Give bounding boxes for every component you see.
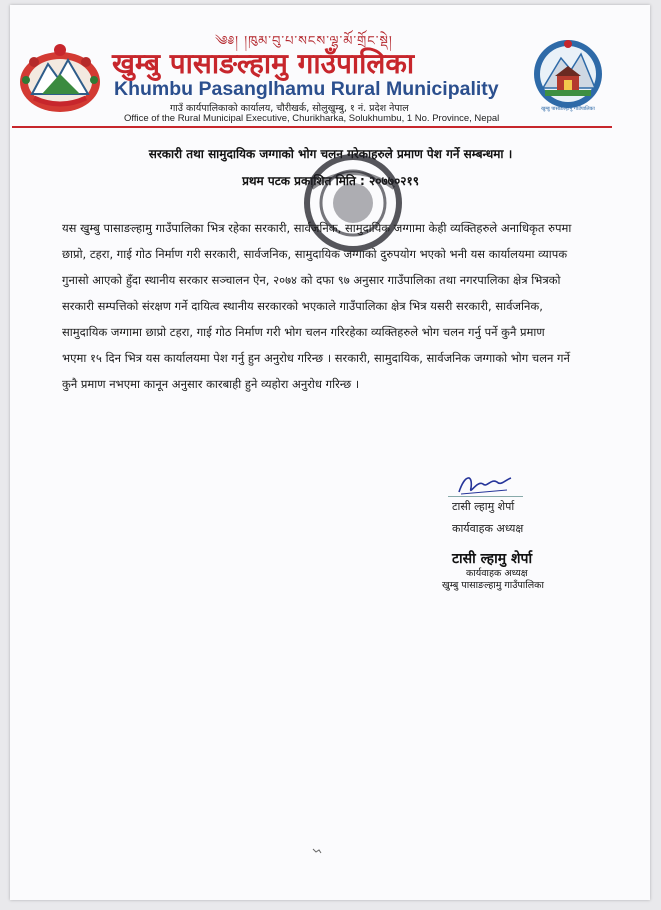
office-address-nepali: गाउँ कार्यपालिकाको कार्यालय, चौरीखर्क, सोलुखुम्बु, १ नं. प्रदेश नेपाल [170, 103, 409, 114]
signatory-role: कार्यवाहक अध्यक्ष [452, 522, 524, 535]
municipality-title-english: Khumbu Pasanglhamu Rural Municipality [114, 78, 499, 100]
municipality-logo-icon [531, 36, 605, 118]
tibetan-header-line: ༄༅། །ཁུམ་བུ་པ་སངས་ལྷ་མོ་གྲོང་སྡེ། [215, 34, 393, 49]
notice-body [62, 215, 572, 397]
header-divider [12, 126, 612, 128]
logo-caption: खुम्बु पासाङल्हामु गाउँपालिका [541, 106, 595, 112]
office-address-english: Office of the Rural Municipal Executive, Churikharka, Solukhumbu, 1 No. Province, Nepal [124, 113, 500, 124]
paper-speck [312, 847, 322, 855]
notice-body-text: यस खुम्बु पासाङल्हामु गाउँपालिका भित्र रहेका सरकारी, सार्वजनिक, सामुदायिक जग्गामा केही व्यक्तिहरुले अनाधिकृत रुपमा छाप्रो, टहरा, गाई गोठ निर्माण गरी सरकारी, सार्वजनिक, सामुदायिक जग्गाको दुरुपयोग भएको भनी यस कार्यालयमा व्यापक गुनासो आएको हुँदा स्थानीय सरकार सञ्चालन ऐन, २०७४ को दफा ९७ अनुसार गाउँपालिका तथा नगरपालिका क्षेत्र भित्रको सरकारी सम्पत्तिको संरक्षण गर्ने दायित्व स्थानीय सरकारको भएकाले गाउँपालिका क्षेत्र भित्र यसरी सरकारी, सार्वजनिक, सामुदायिक जग्गामा छाप्रो टहरा, गाई गोठ निर्माण गरी भोग चलन गरिरहेका व्यक्तिहरुले भोग चलन गर्नु पर्ने कुनै प्रमाण भएमा १५ दिन भित्र यस कार्यालयमा पेश गर्नु हुन अनुरोध गरिन्छ । सरकारी, सामुदायिक, सार्वजनिक जग्गाको भोग चलन गर्ने कुनै प्रमाण नभएमा कानून अनुसार कारबाही हुने व्यहोरा अनुरोध गरिन्छ । [62, 221, 572, 391]
seal-organization: खुम्बु पासाङल्हामु गाउँपालिका [442, 580, 544, 591]
publication-date-label: प्रथम पटक प्रकाशित मिति : [242, 174, 365, 188]
publication-date-value: २०७७०२१९ [369, 174, 419, 188]
signature-line [448, 496, 523, 497]
nepal-emblem-icon [14, 38, 106, 118]
municipality-title-nepali: खुम्बु पासाङल्हामु गाउँपालिका [112, 47, 415, 80]
seal-role: कार्यवाहक अध्यक्ष [466, 568, 528, 579]
seal-name: टासी ल्हामु शेर्पा [452, 551, 533, 567]
handwritten-signature [455, 470, 515, 498]
signatory-name: टासी ल्हामु शेर्पा [452, 500, 515, 513]
document-page [10, 5, 650, 900]
notice-subject: सरकारी तथा सामुदायिक जग्गाको भोग चलन गरेकाहरुले प्रमाण पेश गर्ने सम्बन्धमा । [148, 147, 513, 161]
